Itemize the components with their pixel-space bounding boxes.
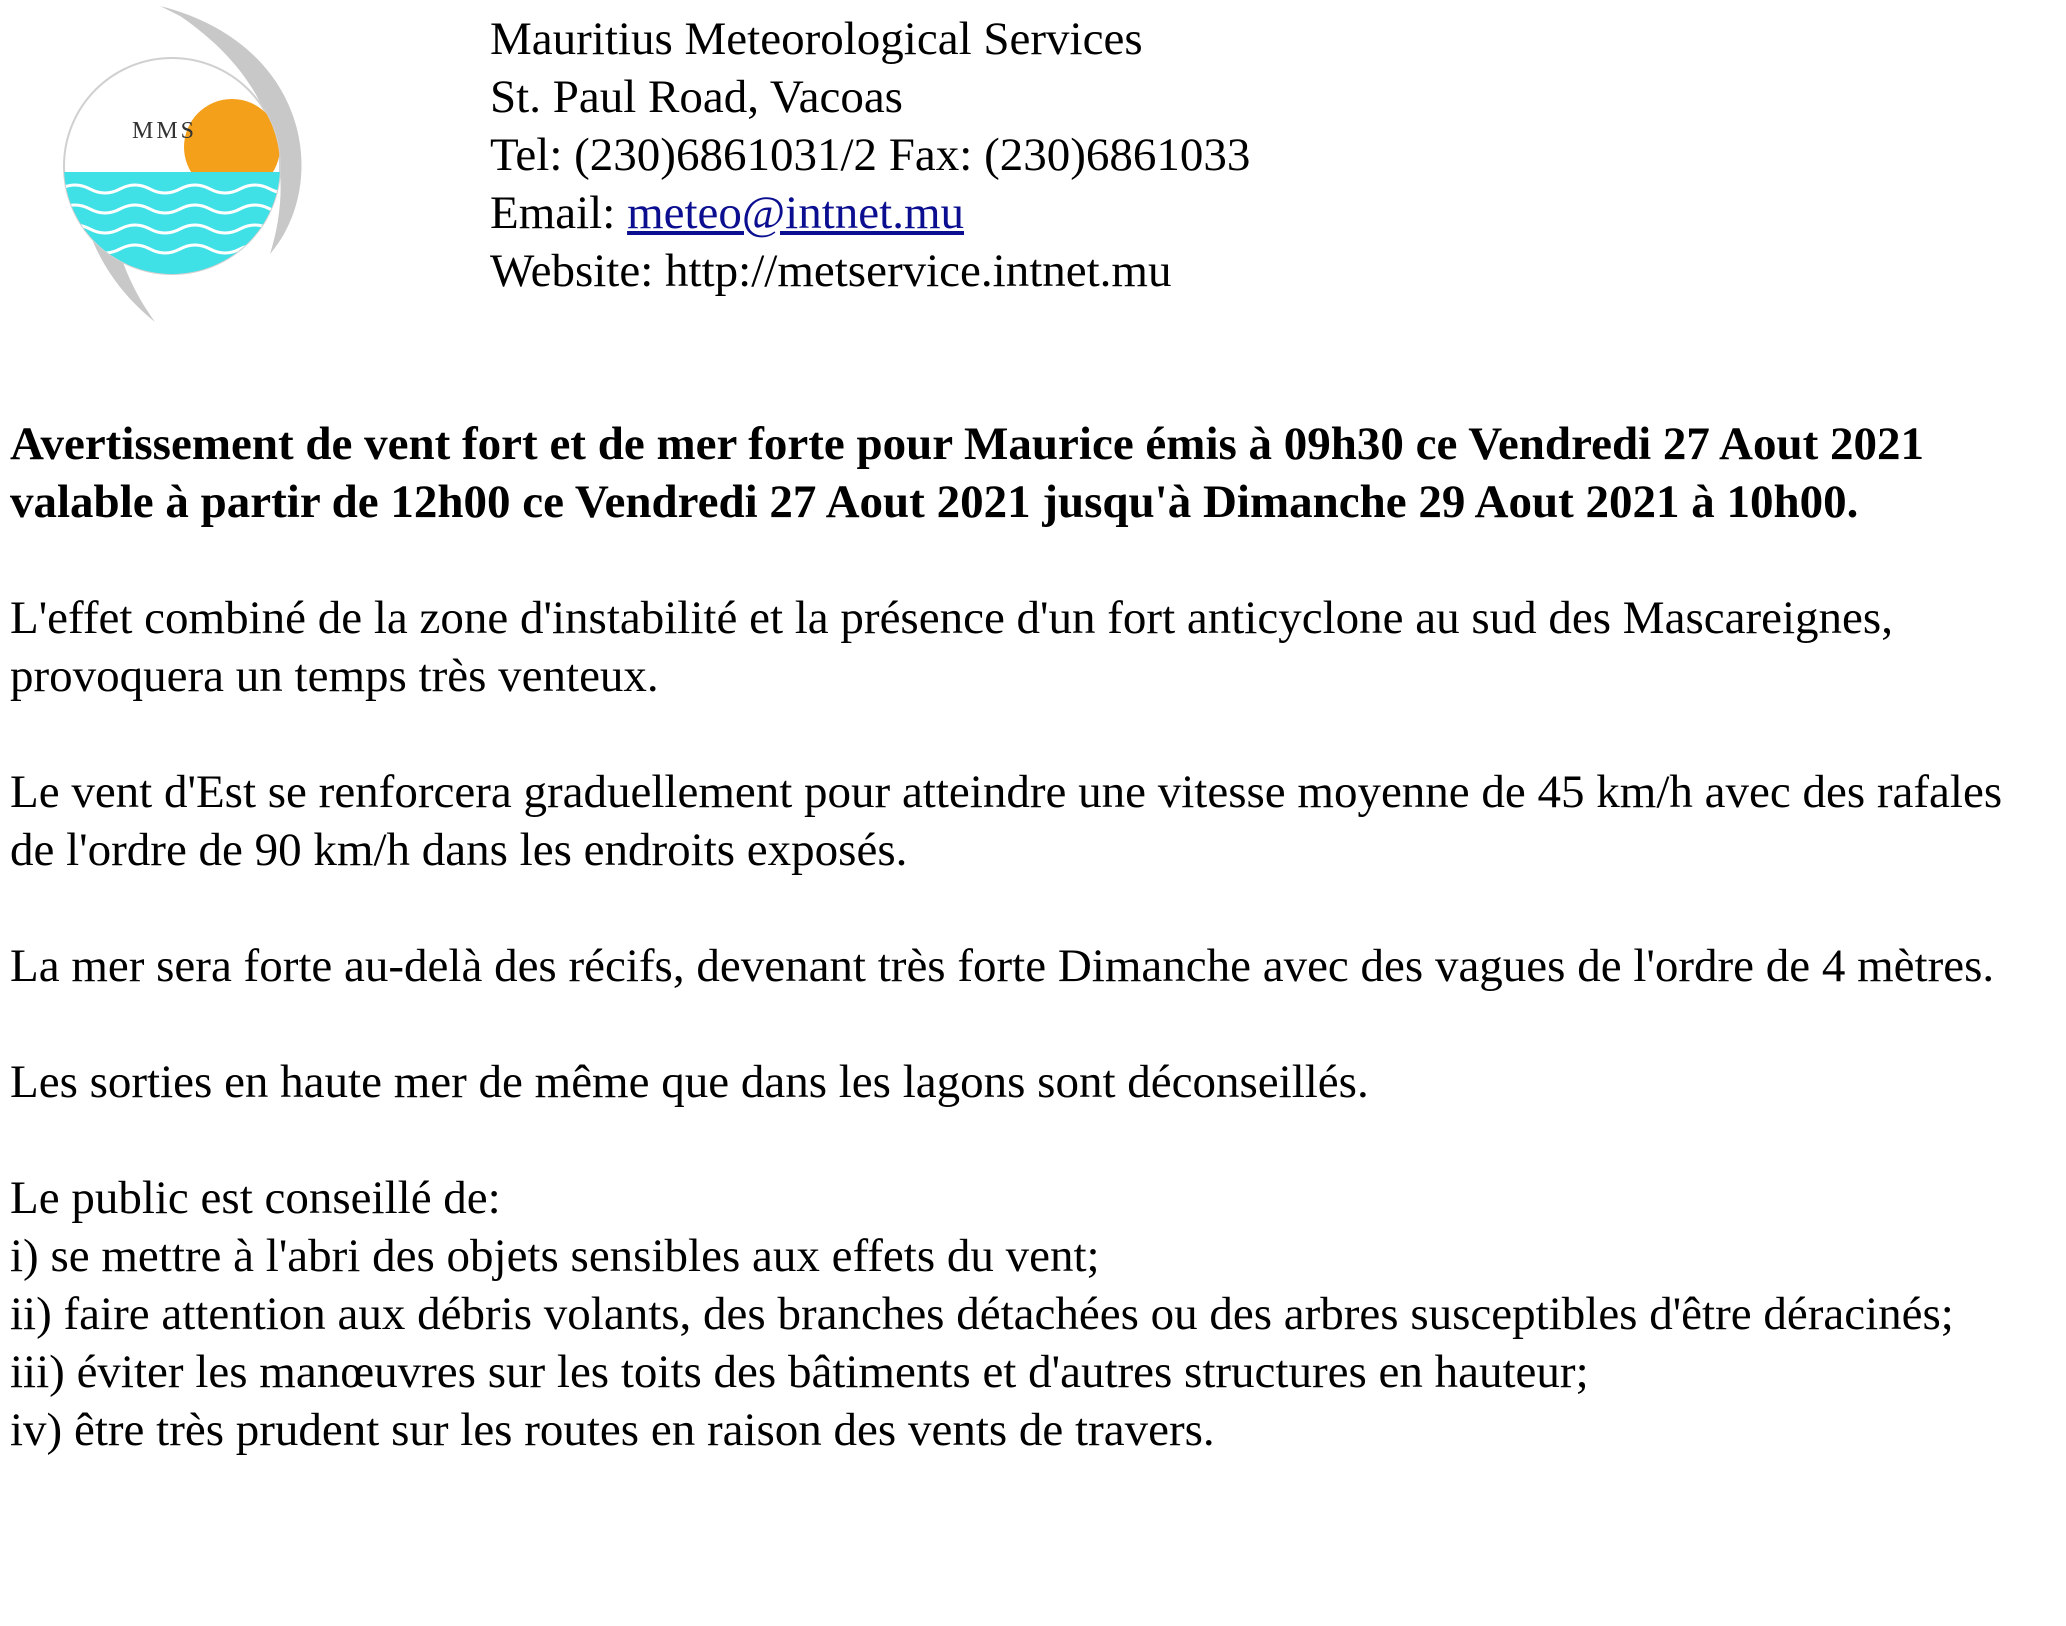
advice-item: iv) être très prudent sur les routes en raison des vents de travers.	[10, 1404, 1215, 1456]
advice-item: i) se mettre à l'abri des objets sensibles aux effets du vent;	[10, 1230, 1100, 1282]
paragraph-situation: L'effet combiné de la zone d'instabilité et la présence d'un fort anticyclone au sud des Mascareignes, provoquera un temps très venteux.	[10, 592, 1893, 702]
email-line	[490, 184, 1250, 242]
bulletin-body	[10, 415, 2056, 1459]
website: Website: http://metservice.intnet.mu	[490, 245, 1172, 297]
email-link[interactable]: meteo@intnet.mu	[627, 187, 965, 239]
paragraph-sea: La mer sera forte au-delà des récifs, devenant très forte Dimanche avec des vagues de l'ordre de 4 mètres.	[10, 940, 1995, 992]
advice-item: iii) éviter les manœuvres sur les toits des bâtiments et d'autres structures en hauteur;	[10, 1346, 1589, 1398]
advice-intro: Le public est conseillé de:	[10, 1172, 501, 1224]
tel-fax: Tel: (230)6861031/2 Fax: (230)6861033	[490, 129, 1251, 181]
logo-text: MMS	[132, 118, 198, 144]
paragraph-wind: Le vent d'Est se renforcera graduellement pour atteindre une vitesse moyenne de 45 km/h avec des rafales de l'ordre de 90 km/h dans les endroits exposés.	[10, 766, 2003, 876]
advice-list	[10, 1227, 2056, 1459]
header-contact-block	[490, 10, 1250, 300]
mms-logo	[60, 4, 320, 326]
advice-item: ii) faire attention aux débris volants, des branches détachées ou des arbres susceptibles d'être déracinés;	[10, 1288, 1954, 1340]
address: St. Paul Road, Vacoas	[490, 71, 903, 123]
email-label: Email:	[490, 187, 628, 239]
bulletin-title: Avertissement de vent fort et de mer forte pour Maurice émis à 09h30 ce Vendredi 27 Aout 2021 valable à partir de 12h00 ce Vendredi 27 Aout 2021 jusqu'à Dimanche 29 Aout 2021 à 10h00.	[10, 418, 1925, 528]
paragraph-outings: Les sorties en haute mer de même que dans les lagons sont déconseillés.	[10, 1056, 1369, 1108]
org-name: Mauritius Meteorological Services	[490, 13, 1143, 65]
